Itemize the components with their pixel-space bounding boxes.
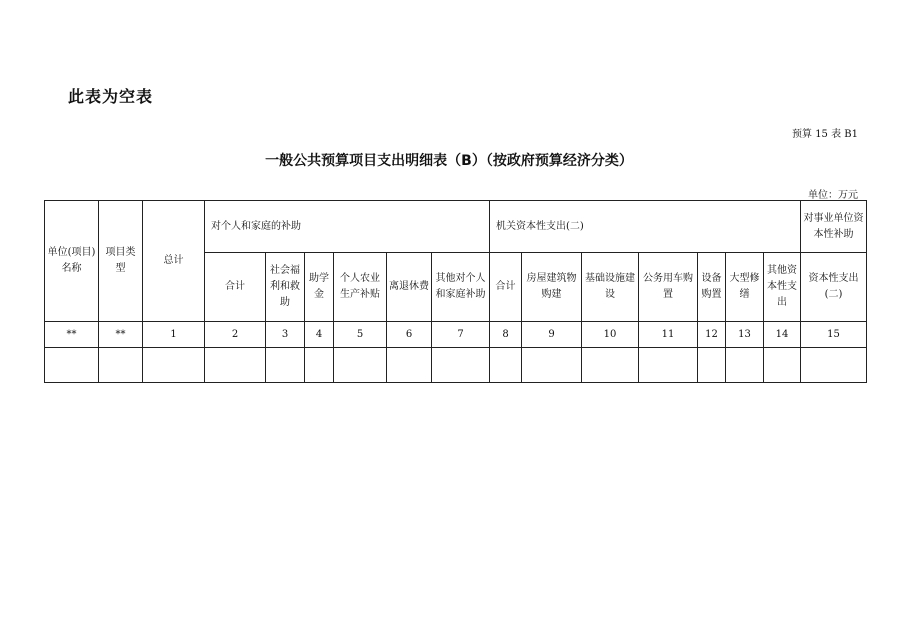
col-header-social-welfare: 社会福利和救助 — [266, 253, 305, 322]
empty-cell — [205, 348, 266, 383]
index-cell: 3 — [266, 322, 305, 348]
budget-detail-table — [44, 200, 867, 383]
group-header-capital-expenditure: 机关资本性支出(二) — [490, 201, 801, 253]
empty-cell — [764, 348, 801, 383]
index-cell: 14 — [764, 322, 801, 348]
col-header-buildings: 房屋建筑物购建 — [522, 253, 582, 322]
index-cell: 4 — [305, 322, 334, 348]
empty-cell — [387, 348, 432, 383]
col-header-capital-subtotal: 合计 — [490, 253, 522, 322]
col-header-scholarship: 助学金 — [305, 253, 334, 322]
empty-cell — [266, 348, 305, 383]
index-cell: 7 — [432, 322, 490, 348]
index-cell: 8 — [490, 322, 522, 348]
index-cell: 2 — [205, 322, 266, 348]
col-header-unit-name: 单位(项目)名称 — [45, 201, 99, 322]
empty-cell — [582, 348, 639, 383]
empty-cell — [432, 348, 490, 383]
empty-cell — [305, 348, 334, 383]
group-header-institution-capital-subsidy: 对事业单位资本性补助 — [801, 201, 867, 253]
index-cell: ** — [99, 322, 143, 348]
index-cell: 6 — [387, 322, 432, 348]
header-row-groups — [45, 201, 867, 253]
col-header-infrastructure: 基础设施建设 — [582, 253, 639, 322]
index-cell: 15 — [801, 322, 867, 348]
report-title: 一般公共预算项目支出明细表（B）（按政府预算经济分类） — [265, 153, 633, 169]
index-cell: ** — [45, 322, 99, 348]
col-header-other-capital: 其他资本性支出 — [764, 253, 801, 322]
empty-cell — [490, 348, 522, 383]
col-header-total: 总计 — [143, 201, 205, 322]
empty-data-row — [45, 348, 867, 383]
empty-cell — [334, 348, 387, 383]
col-header-other-household: 其他对个人和家庭补助 — [432, 253, 490, 322]
empty-cell — [698, 348, 726, 383]
empty-cell — [522, 348, 582, 383]
col-header-household-subtotal: 合计 — [205, 253, 266, 322]
unit-label: 单位：万元 — [808, 190, 858, 201]
empty-cell — [726, 348, 764, 383]
empty-cell — [45, 348, 99, 383]
col-header-vehicles: 公务用车购置 — [639, 253, 698, 322]
index-cell: 11 — [639, 322, 698, 348]
empty-cell — [639, 348, 698, 383]
empty-cell — [801, 348, 867, 383]
empty-table-note: 此表为空表 — [68, 87, 154, 106]
index-cell: 1 — [143, 322, 205, 348]
col-header-capital-two: 资本性支出(二) — [801, 253, 867, 322]
index-cell: 5 — [334, 322, 387, 348]
index-cell: 9 — [522, 322, 582, 348]
col-header-repairs: 大型修缮 — [726, 253, 764, 322]
empty-cell — [99, 348, 143, 383]
empty-cell — [143, 348, 205, 383]
index-cell: 13 — [726, 322, 764, 348]
group-header-household-subsidy: 对个人和家庭的补助 — [205, 201, 490, 253]
col-header-farm-subsidy: 个人农业生产补贴 — [334, 253, 387, 322]
index-cell: 10 — [582, 322, 639, 348]
table-code: 预算 15 表 B1 — [792, 129, 858, 140]
col-header-project-type: 项目类型 — [99, 201, 143, 322]
col-header-retirement: 离退休费 — [387, 253, 432, 322]
column-index-row — [45, 322, 867, 348]
col-header-equipment: 设备购置 — [698, 253, 726, 322]
index-cell: 12 — [698, 322, 726, 348]
